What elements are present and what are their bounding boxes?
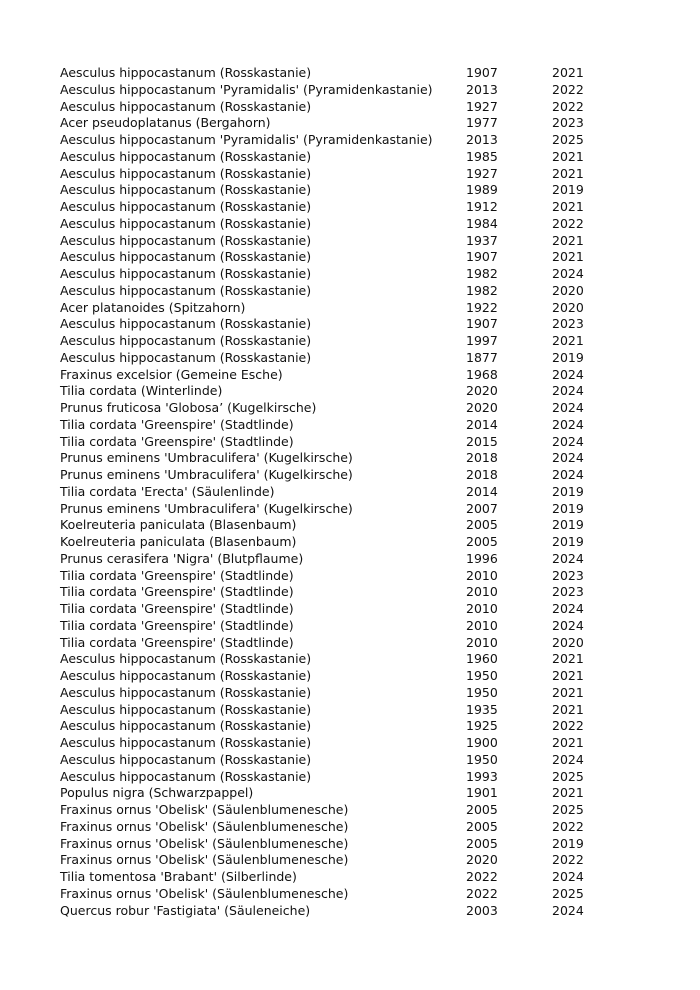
year-checked-cell: 2022 xyxy=(552,215,584,231)
year-checked-cell: 2025 xyxy=(552,885,584,901)
year-checked-cell: 2024 xyxy=(552,450,584,466)
year-checked-cell: 2021 xyxy=(552,701,584,717)
year-planted-cell: 2005 xyxy=(466,517,498,533)
year-planted-cell: 1950 xyxy=(466,751,498,767)
year-checked-cell: 2022 xyxy=(552,718,584,734)
year-planted-cell: 2014 xyxy=(466,483,498,499)
tree-name-cell: Koelreuteria paniculata (Blasenbaum) xyxy=(60,534,297,549)
year-planted-cell: 2010 xyxy=(466,634,498,650)
table-row xyxy=(60,668,612,685)
year-planted-cell: 2010 xyxy=(466,584,498,600)
year-checked-cell: 2022 xyxy=(552,81,584,97)
year-checked-cell: 2019 xyxy=(552,483,584,499)
year-planted-cell: 2013 xyxy=(466,132,498,147)
year-planted-cell: 1968 xyxy=(466,366,498,382)
table-row xyxy=(60,584,612,601)
table-row xyxy=(60,199,612,216)
year-planted-cell: 1925 xyxy=(466,718,498,734)
table-row xyxy=(60,82,612,99)
year-checked-cell: 2021 xyxy=(552,735,584,750)
year-planted-cell: 1989 xyxy=(466,182,498,198)
table-row xyxy=(60,400,612,417)
tree-name-cell: Aesculus hippocastanum (Rosskastanie) xyxy=(60,215,312,231)
year-planted-cell: 2018 xyxy=(466,467,498,482)
tree-name-cell: Tilia cordata (Winterlinde) xyxy=(60,383,223,399)
tree-name-cell: Quercus robur 'Fastigiata' (Säuleneiche) xyxy=(60,902,311,918)
year-checked-cell: 2022 xyxy=(552,98,584,114)
year-checked-cell: 2023 xyxy=(552,567,584,583)
year-checked-cell: 2021 xyxy=(552,148,584,164)
year-checked-cell: 2024 xyxy=(552,751,584,767)
tree-name-cell: Tilia cordata 'Erecta' (Säulenlinde) xyxy=(60,483,275,499)
tree-name-cell: Aesculus hippocastanum (Rosskastanie) xyxy=(60,65,312,80)
year-checked-cell: 2024 xyxy=(552,400,584,415)
table-row xyxy=(60,115,612,132)
year-planted-cell: 1927 xyxy=(466,98,498,114)
table-row xyxy=(60,316,612,333)
table-row xyxy=(60,182,612,199)
year-planted-cell: 1912 xyxy=(466,199,498,214)
year-planted-cell: 2005 xyxy=(466,802,498,817)
year-checked-cell: 2024 xyxy=(552,266,584,281)
table-row xyxy=(60,819,612,836)
year-planted-cell: 1907 xyxy=(466,316,498,332)
table-row xyxy=(60,718,612,735)
year-planted-cell: 1877 xyxy=(466,349,498,365)
year-checked-cell: 2021 xyxy=(552,249,584,265)
year-checked-cell: 2024 xyxy=(552,467,584,482)
table-row xyxy=(60,501,612,518)
tree-table xyxy=(60,65,612,919)
year-planted-cell: 1927 xyxy=(466,165,498,181)
year-planted-cell: 1950 xyxy=(466,668,498,683)
year-checked-cell: 2021 xyxy=(552,333,584,348)
table-row xyxy=(60,903,612,920)
year-checked-cell: 2024 xyxy=(552,601,584,616)
tree-name-cell: Tilia cordata 'Greenspire' (Stadtlinde) xyxy=(60,416,294,432)
year-planted-cell: 1900 xyxy=(466,735,498,750)
year-planted-cell: 2007 xyxy=(466,500,498,516)
year-checked-cell: 2021 xyxy=(552,232,584,248)
tree-name-cell: Aesculus hippocastanum (Rosskastanie) xyxy=(60,718,312,734)
tree-name-cell: Aesculus hippocastanum (Rosskastanie) xyxy=(60,232,312,248)
year-planted-cell: 1907 xyxy=(466,249,498,265)
tree-name-cell: Prunus eminens 'Umbraculifera' (Kugelkirsche) xyxy=(60,500,353,516)
year-checked-cell: 2019 xyxy=(552,534,584,549)
table-row xyxy=(60,99,612,116)
year-checked-cell: 2021 xyxy=(552,668,584,683)
tree-name-cell: Aesculus hippocastanum (Rosskastanie) xyxy=(60,333,312,348)
year-checked-cell: 2019 xyxy=(552,349,584,365)
year-planted-cell: 2020 xyxy=(466,383,498,399)
year-checked-cell: 2019 xyxy=(552,517,584,533)
table-row xyxy=(60,635,612,652)
year-checked-cell: 2024 xyxy=(552,902,584,918)
table-row xyxy=(60,249,612,266)
year-planted-cell: 1935 xyxy=(466,701,498,717)
table-row xyxy=(60,568,612,585)
table-row xyxy=(60,852,612,869)
tree-name-cell: Acer pseudoplatanus (Bergahorn) xyxy=(60,115,271,131)
table-row xyxy=(60,65,612,82)
table-row xyxy=(60,434,612,451)
table-row xyxy=(60,836,612,853)
table-row xyxy=(60,769,612,786)
year-planted-cell: 2014 xyxy=(466,416,498,432)
year-checked-cell: 2023 xyxy=(552,115,584,131)
year-planted-cell: 2022 xyxy=(466,885,498,901)
tree-name-cell: Tilia cordata 'Greenspire' (Stadtlinde) xyxy=(60,617,294,633)
year-planted-cell: 1982 xyxy=(466,266,498,281)
year-checked-cell: 2024 xyxy=(552,869,584,884)
year-checked-cell: 2024 xyxy=(552,366,584,382)
year-planted-cell: 2013 xyxy=(466,81,498,97)
table-row xyxy=(60,266,612,283)
tree-name-cell: Aesculus hippocastanum (Rosskastanie) xyxy=(60,349,312,365)
table-row xyxy=(60,651,612,668)
tree-name-cell: Aesculus hippocastanum 'Pyramidalis' (Pyramidenkastanie) xyxy=(60,81,433,97)
year-planted-cell: 1901 xyxy=(466,785,498,801)
table-row xyxy=(60,735,612,752)
year-checked-cell: 2024 xyxy=(552,433,584,449)
year-planted-cell: 2020 xyxy=(466,400,498,415)
year-checked-cell: 2024 xyxy=(552,550,584,566)
year-planted-cell: 1984 xyxy=(466,215,498,231)
table-row xyxy=(60,618,612,635)
tree-name-cell: Prunus fruticosa 'Globosa’ (Kugelkirsche) xyxy=(60,400,317,415)
tree-name-cell: Tilia cordata 'Greenspire' (Stadtlinde) xyxy=(60,601,294,616)
year-checked-cell: 2022 xyxy=(552,818,584,834)
year-planted-cell: 1997 xyxy=(466,333,498,348)
tree-name-cell: Tilia cordata 'Greenspire' (Stadtlinde) xyxy=(60,567,294,583)
table-row xyxy=(60,886,612,903)
year-checked-cell: 2021 xyxy=(552,165,584,181)
tree-name-cell: Tilia cordata 'Greenspire' (Stadtlinde) xyxy=(60,584,294,600)
year-planted-cell: 1950 xyxy=(466,684,498,700)
year-planted-cell: 2022 xyxy=(466,869,498,884)
year-checked-cell: 2025 xyxy=(552,132,584,147)
year-checked-cell: 2019 xyxy=(552,500,584,516)
year-checked-cell: 2020 xyxy=(552,282,584,298)
table-row xyxy=(60,367,612,384)
year-planted-cell: 2010 xyxy=(466,617,498,633)
table-row xyxy=(60,869,612,886)
year-planted-cell: 2010 xyxy=(466,567,498,583)
tree-name-cell: Fraxinus ornus 'Obelisk' (Säulenblumenesche) xyxy=(60,802,349,817)
tree-name-cell: Aesculus hippocastanum (Rosskastanie) xyxy=(60,768,312,784)
table-row xyxy=(60,450,612,467)
tree-name-cell: Tilia tomentosa 'Brabant' (Silberlinde) xyxy=(60,869,297,884)
tree-name-cell: Acer platanoides (Spitzahorn) xyxy=(60,299,246,315)
tree-name-cell: Prunus eminens 'Umbraculifera' (Kugelkirsche) xyxy=(60,467,353,482)
year-checked-cell: 2021 xyxy=(552,684,584,700)
year-checked-cell: 2020 xyxy=(552,634,584,650)
year-planted-cell: 1996 xyxy=(466,550,498,566)
table-row xyxy=(60,283,612,300)
year-planted-cell: 2005 xyxy=(466,534,498,549)
table-row xyxy=(60,149,612,166)
tree-name-cell: Aesculus hippocastanum (Rosskastanie) xyxy=(60,165,312,181)
table-row xyxy=(60,802,612,819)
year-planted-cell: 1937 xyxy=(466,232,498,248)
year-checked-cell: 2023 xyxy=(552,316,584,332)
year-planted-cell: 1993 xyxy=(466,768,498,784)
tree-name-cell: Koelreuteria paniculata (Blasenbaum) xyxy=(60,517,297,533)
table-row xyxy=(60,467,612,484)
year-planted-cell: 2005 xyxy=(466,835,498,851)
year-planted-cell: 1922 xyxy=(466,299,498,315)
year-checked-cell: 2021 xyxy=(552,65,584,80)
tree-name-cell: Aesculus hippocastanum (Rosskastanie) xyxy=(60,266,312,281)
tree-name-cell: Aesculus hippocastanum (Rosskastanie) xyxy=(60,668,312,683)
tree-name-cell: Populus nigra (Schwarzpappel) xyxy=(60,785,254,801)
tree-name-cell: Fraxinus ornus 'Obelisk' (Säulenblumenesche) xyxy=(60,818,349,834)
tree-name-cell: Fraxinus ornus 'Obelisk' (Säulenblumenesche) xyxy=(60,885,349,901)
year-checked-cell: 2024 xyxy=(552,416,584,432)
tree-name-cell: Aesculus hippocastanum (Rosskastanie) xyxy=(60,651,312,667)
tree-name-cell: Fraxinus ornus 'Obelisk' (Säulenblumenesche) xyxy=(60,852,349,868)
table-row xyxy=(60,350,612,367)
table-row xyxy=(60,517,612,534)
table-row xyxy=(60,383,612,400)
year-checked-cell: 2025 xyxy=(552,768,584,784)
year-planted-cell: 1982 xyxy=(466,282,498,298)
tree-name-cell: Aesculus hippocastanum (Rosskastanie) xyxy=(60,316,312,332)
tree-name-cell: Prunus cerasifera 'Nigra' (Blutpflaume) xyxy=(60,550,304,566)
year-planted-cell: 1985 xyxy=(466,148,498,164)
tree-name-cell: Aesculus hippocastanum 'Pyramidalis' (Pyramidenkastanie) xyxy=(60,132,433,147)
year-planted-cell: 2020 xyxy=(466,852,498,868)
table-row xyxy=(60,685,612,702)
year-planted-cell: 2003 xyxy=(466,902,498,918)
year-planted-cell: 2010 xyxy=(466,601,498,616)
table-row xyxy=(60,216,612,233)
table-row xyxy=(60,166,612,183)
tree-name-cell: Aesculus hippocastanum (Rosskastanie) xyxy=(60,751,312,767)
tree-name-cell: Prunus eminens 'Umbraculifera' (Kugelkirsche) xyxy=(60,450,353,466)
table-row xyxy=(60,702,612,719)
year-checked-cell: 2021 xyxy=(552,651,584,667)
tree-name-cell: Aesculus hippocastanum (Rosskastanie) xyxy=(60,249,312,265)
tree-name-cell: Tilia cordata 'Greenspire' (Stadtlinde) xyxy=(60,433,294,449)
year-checked-cell: 2020 xyxy=(552,299,584,315)
year-planted-cell: 1960 xyxy=(466,651,498,667)
tree-name-cell: Aesculus hippocastanum (Rosskastanie) xyxy=(60,684,312,700)
tree-name-cell: Aesculus hippocastanum (Rosskastanie) xyxy=(60,98,312,114)
year-planted-cell: 2015 xyxy=(466,433,498,449)
year-planted-cell: 2018 xyxy=(466,450,498,466)
table-row xyxy=(60,417,612,434)
tree-name-cell: Tilia cordata 'Greenspire' (Stadtlinde) xyxy=(60,634,294,650)
year-checked-cell: 2021 xyxy=(552,199,584,214)
table-row xyxy=(60,551,612,568)
tree-name-cell: Fraxinus excelsior (Gemeine Esche) xyxy=(60,366,283,382)
table-row xyxy=(60,752,612,769)
tree-name-cell: Aesculus hippocastanum (Rosskastanie) xyxy=(60,282,312,298)
year-checked-cell: 2019 xyxy=(552,182,584,198)
table-row xyxy=(60,233,612,250)
table-row xyxy=(60,534,612,551)
tree-name-cell: Aesculus hippocastanum (Rosskastanie) xyxy=(60,701,312,717)
year-planted-cell: 2005 xyxy=(466,818,498,834)
year-checked-cell: 2025 xyxy=(552,802,584,817)
table-row xyxy=(60,132,612,149)
tree-name-cell: Fraxinus ornus 'Obelisk' (Säulenblumenesche) xyxy=(60,835,349,851)
year-planted-cell: 1907 xyxy=(466,65,498,80)
table-row xyxy=(60,484,612,501)
year-checked-cell: 2024 xyxy=(552,383,584,399)
year-checked-cell: 2021 xyxy=(552,785,584,801)
tree-name-cell: Aesculus hippocastanum (Rosskastanie) xyxy=(60,199,312,214)
year-checked-cell: 2022 xyxy=(552,852,584,868)
tree-table-body xyxy=(60,65,612,919)
table-row xyxy=(60,785,612,802)
tree-name-cell: Aesculus hippocastanum (Rosskastanie) xyxy=(60,148,312,164)
year-checked-cell: 2019 xyxy=(552,835,584,851)
tree-name-cell: Aesculus hippocastanum (Rosskastanie) xyxy=(60,735,312,750)
table-row xyxy=(60,333,612,350)
tree-name-cell: Aesculus hippocastanum (Rosskastanie) xyxy=(60,182,312,198)
year-planted-cell: 1977 xyxy=(466,115,498,131)
year-checked-cell: 2024 xyxy=(552,617,584,633)
year-checked-cell: 2023 xyxy=(552,584,584,600)
table-row xyxy=(60,601,612,618)
table-row xyxy=(60,300,612,317)
